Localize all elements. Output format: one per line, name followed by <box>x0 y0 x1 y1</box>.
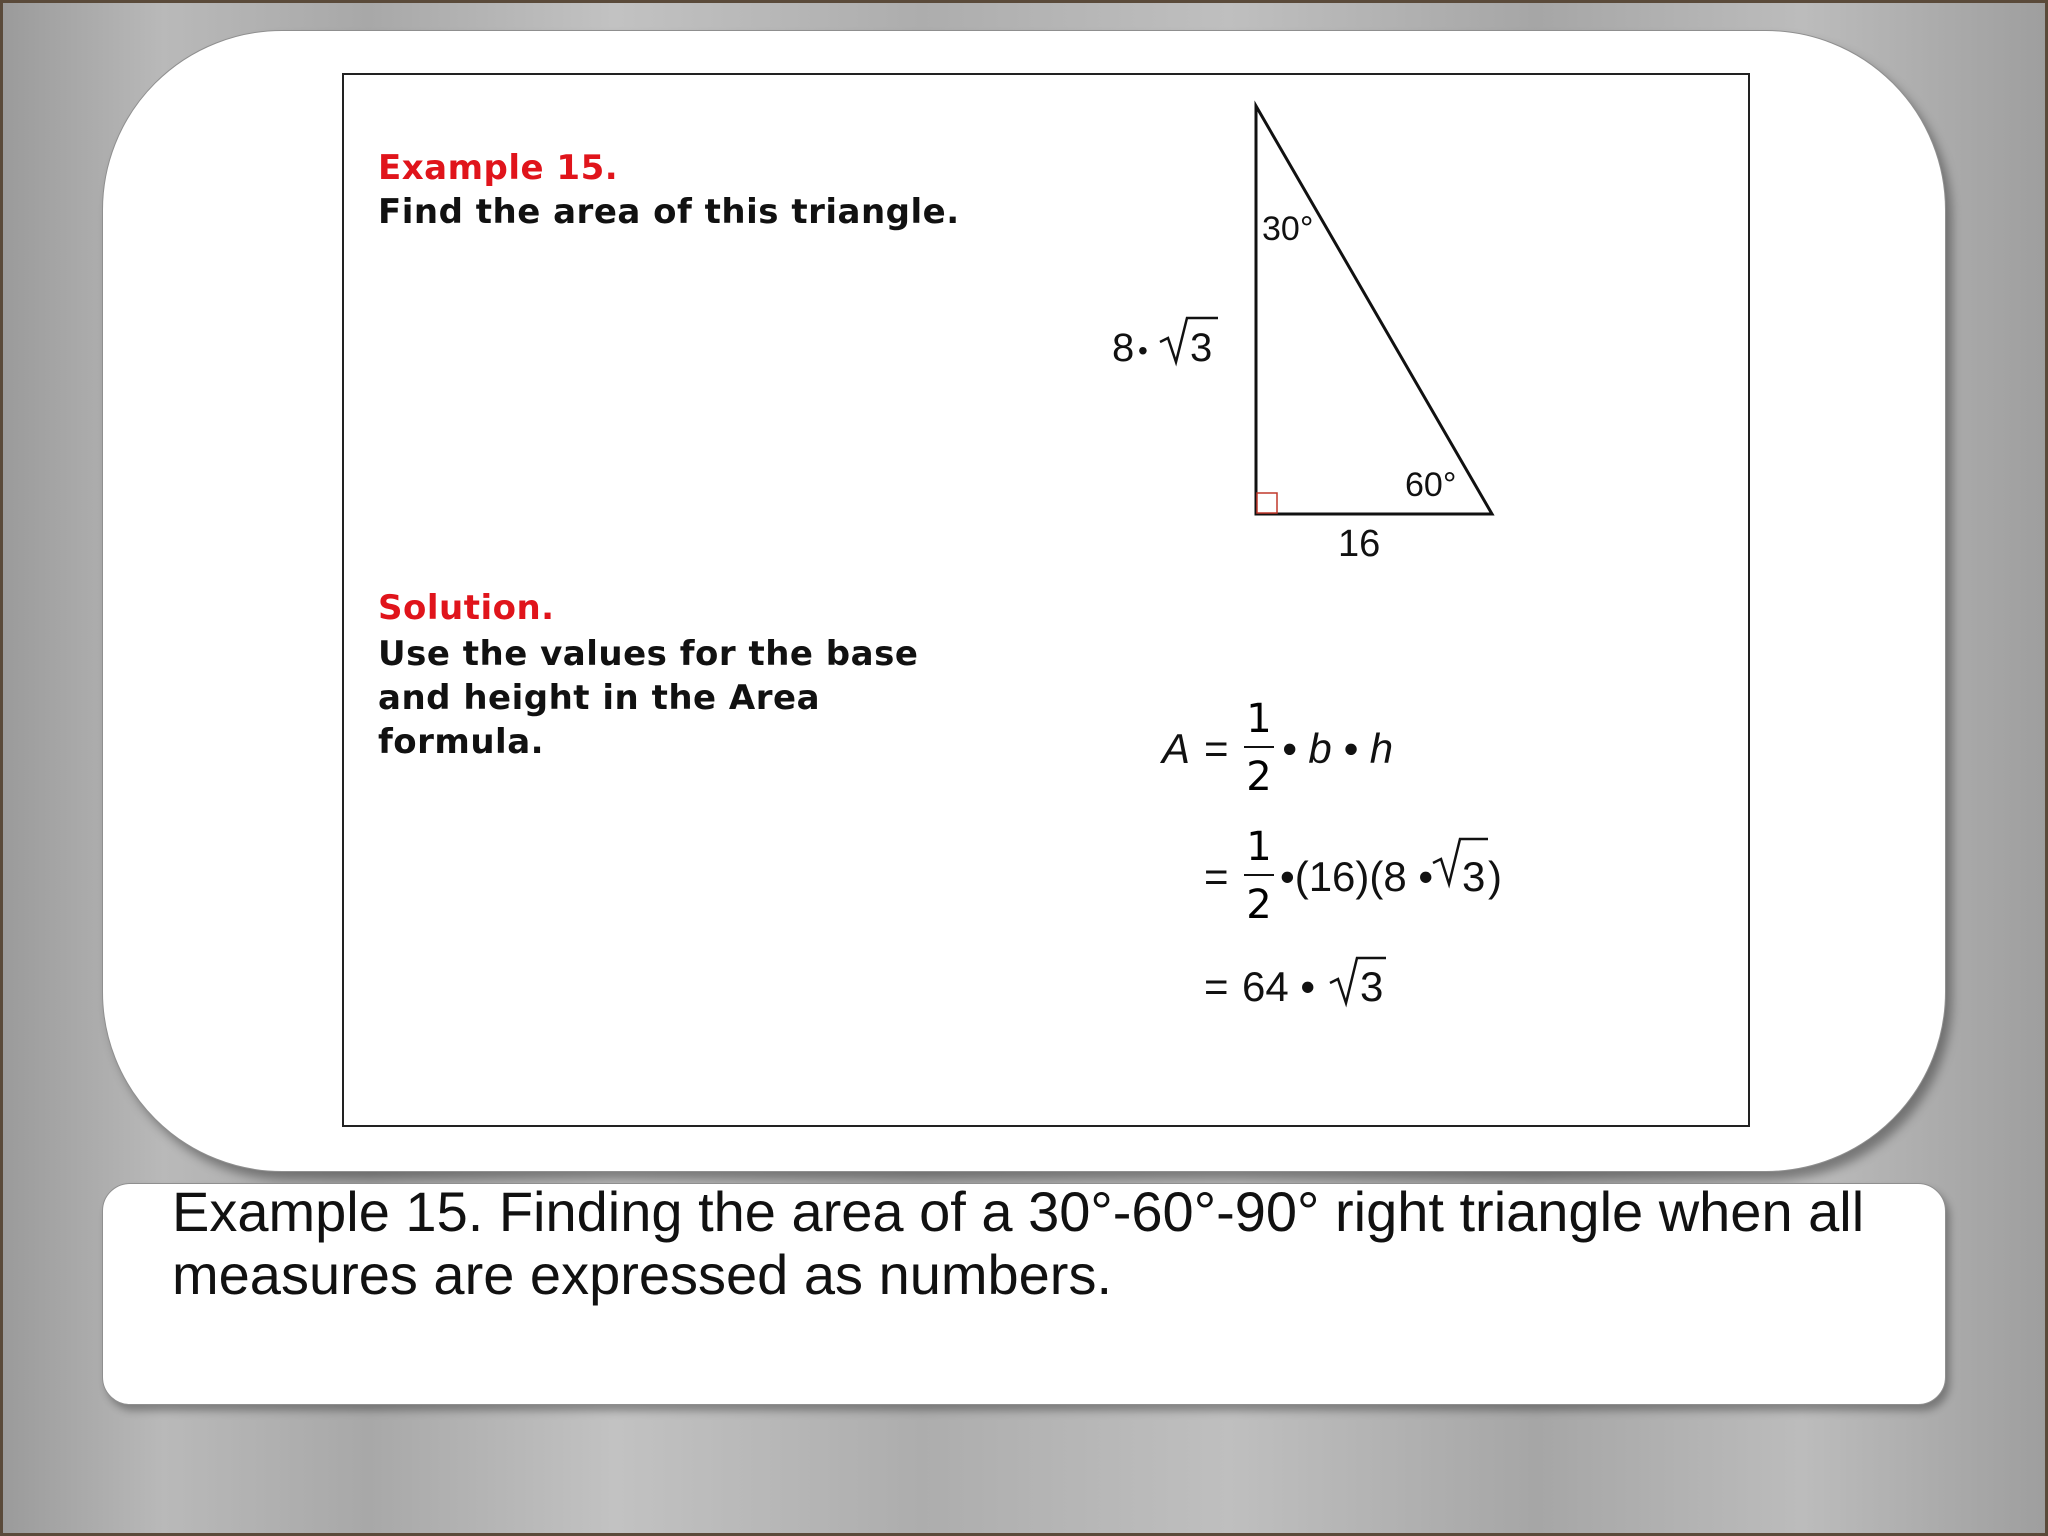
bottom-angle-label: 60° <box>1405 466 1457 504</box>
formula-line2-rest-b: ) <box>1488 853 1502 900</box>
formula-line2-frac-bar <box>1244 874 1274 876</box>
top-angle-label: 30° <box>1262 210 1314 248</box>
solution-title: Solution. <box>378 588 555 628</box>
formula-line2-radicand: 3 <box>1462 853 1486 900</box>
formula-line1-equals: = <box>1204 725 1229 772</box>
formula-line1-frac-bar <box>1244 746 1274 748</box>
formula-line1-frac-num: 1 <box>1246 696 1272 742</box>
formula-line1-frac-den: 2 <box>1246 754 1272 800</box>
base-label: 16 <box>1338 523 1381 565</box>
height-label-coef: 8 <box>1112 326 1135 370</box>
solution-text: Use the values for the base and height in the Area formula. <box>378 634 919 762</box>
formula-line3-value: 64 • <box>1242 963 1316 1010</box>
formula-line1-rest: • b • h <box>1282 725 1394 772</box>
height-label-radicand: 3 <box>1190 326 1213 370</box>
formula-line1-lhs: A <box>1162 725 1191 772</box>
formula-line2-equals: = <box>1204 853 1229 900</box>
caption-text: Example 15. Finding the area of a 30°-60°-90° right triangle when all measures are expressed as numbers. <box>172 1180 1865 1306</box>
formula-line2-frac-num: 1 <box>1246 824 1272 870</box>
formula-line2-rest-a: •(16)(8 • <box>1280 853 1434 900</box>
height-label-dot: • <box>1138 335 1148 366</box>
formula-line3-radicand: 3 <box>1360 963 1384 1010</box>
formula-line2-frac-den: 2 <box>1246 882 1272 928</box>
example-title: Example 15. <box>378 148 619 188</box>
formula-line3-equals: = <box>1204 963 1229 1010</box>
problem-statement: Find the area of this triangle. <box>378 192 960 232</box>
